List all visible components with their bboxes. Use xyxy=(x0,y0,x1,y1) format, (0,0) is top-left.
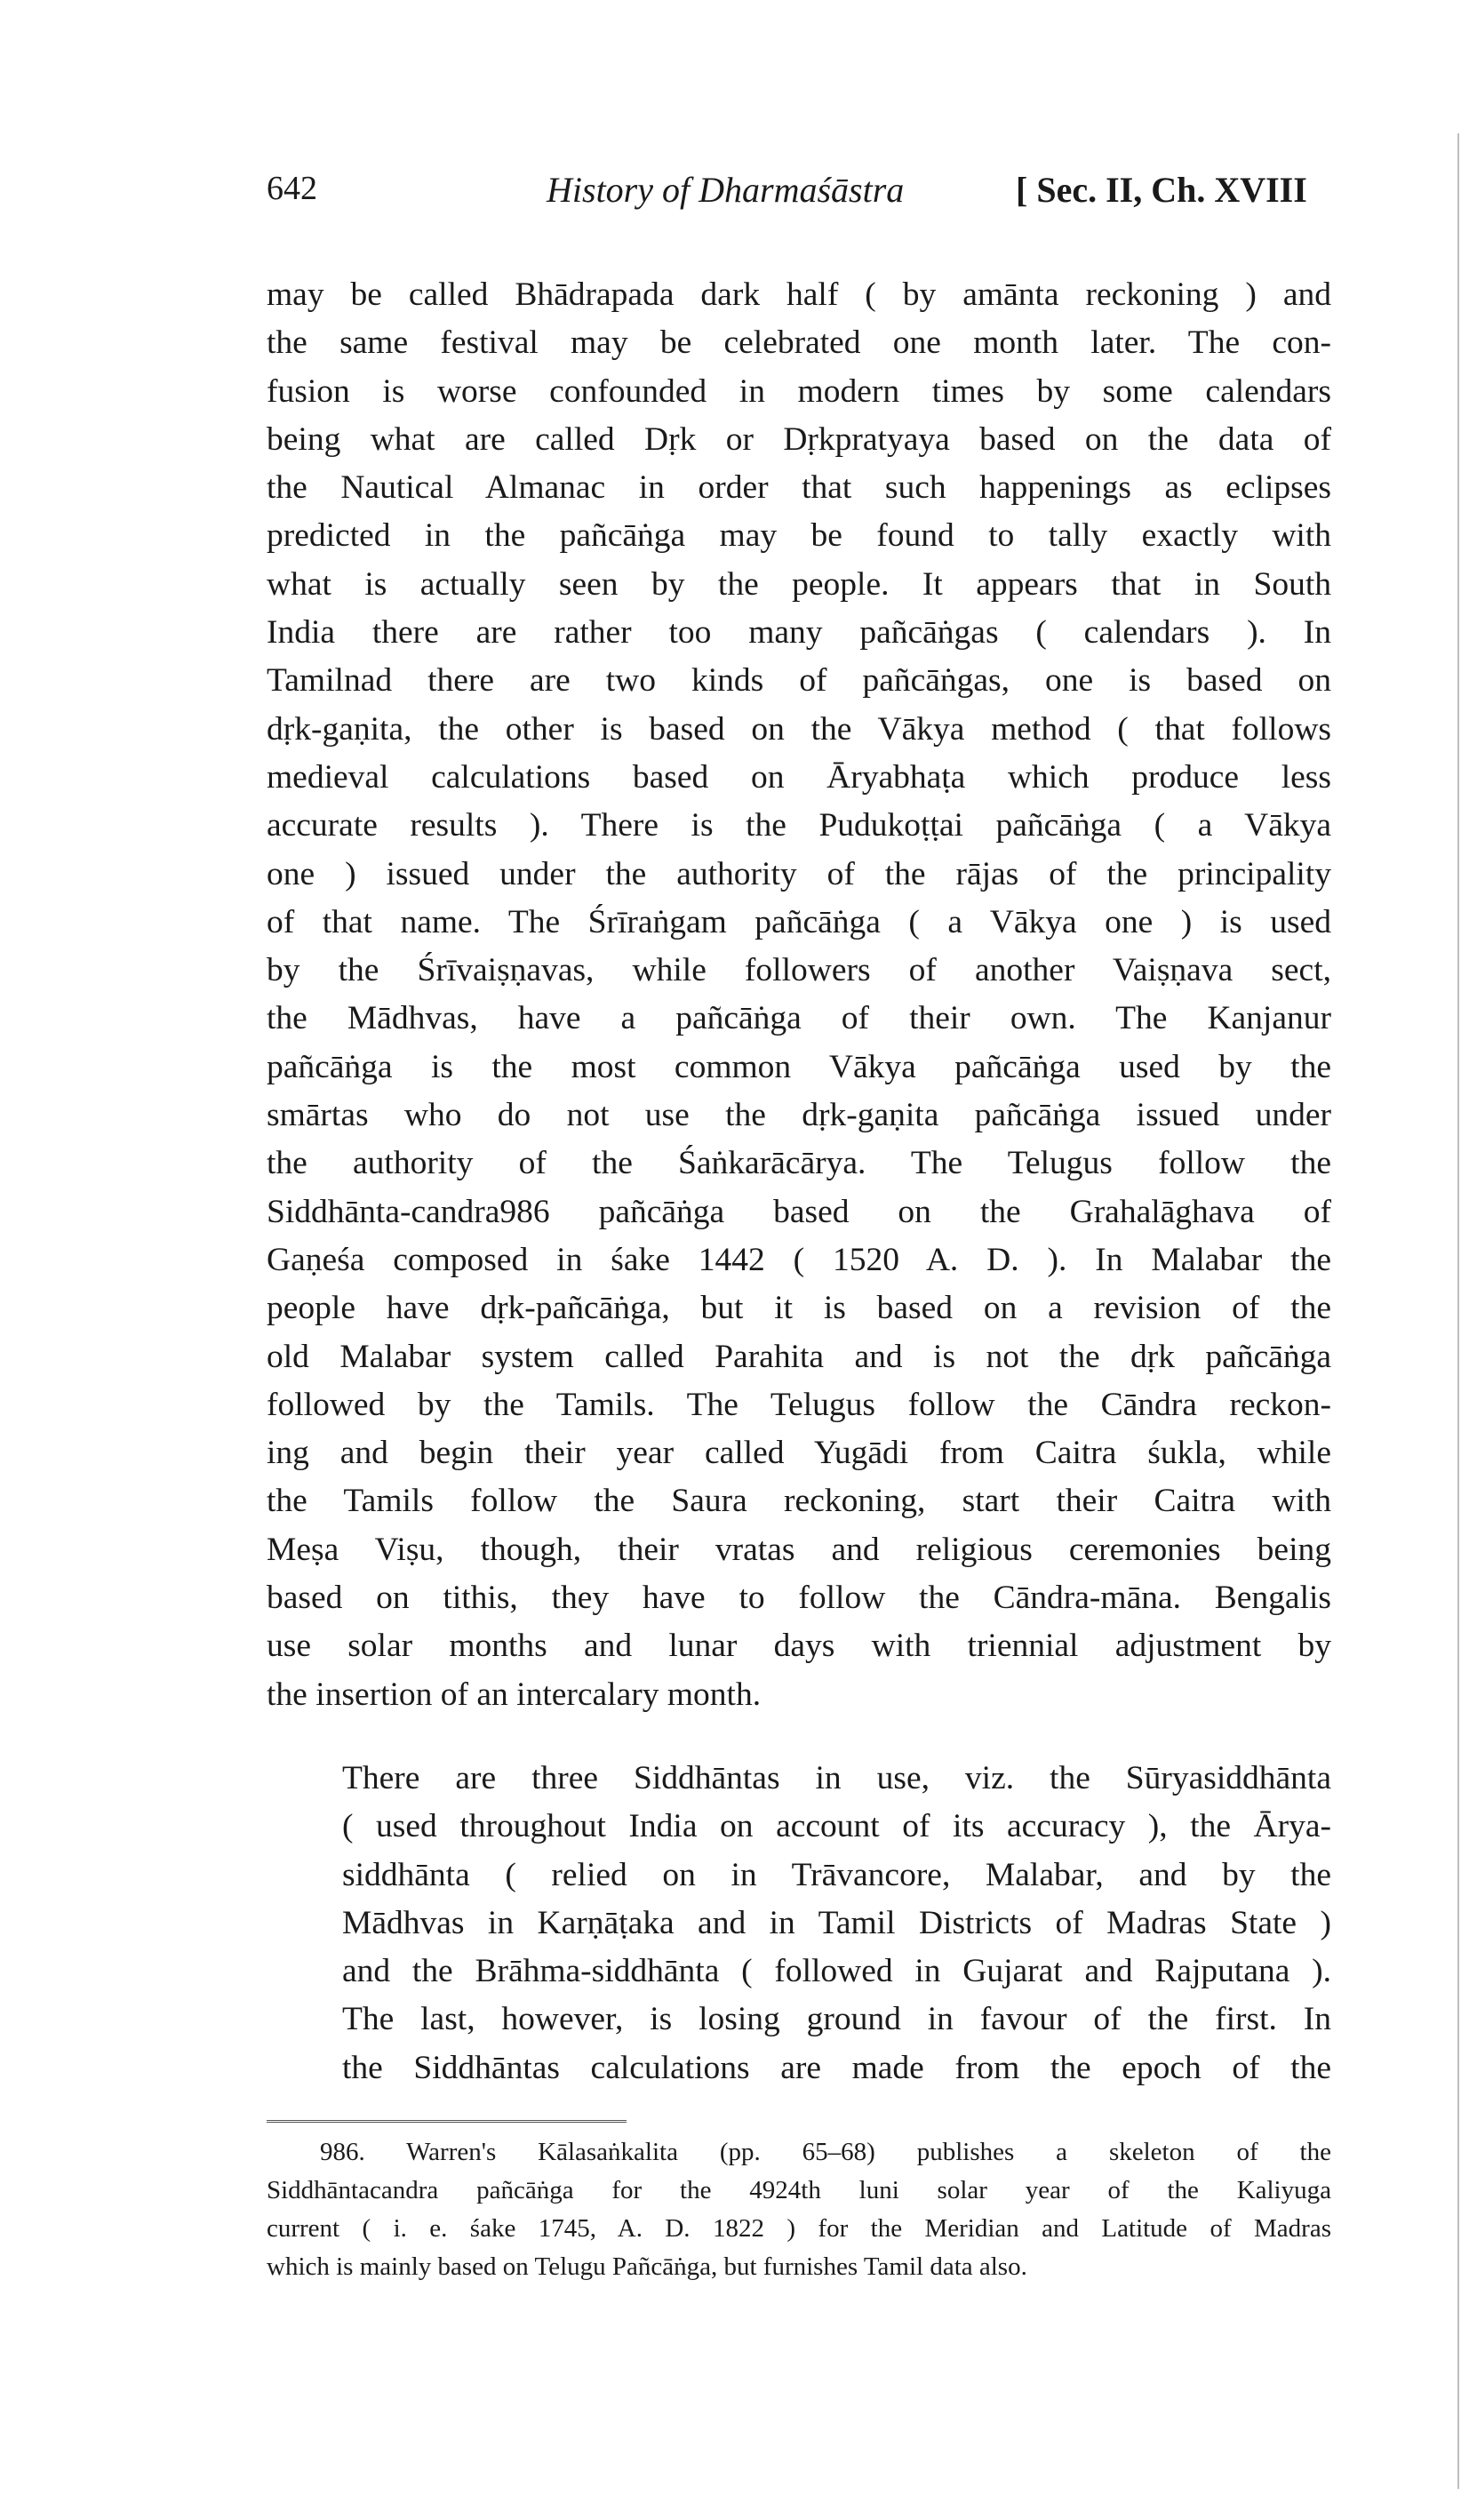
paragraph-2 xyxy=(267,1755,1331,2092)
paragraph-1 xyxy=(267,271,1331,1719)
text-line: the Mādhvas, have a pañcāṅga of their own. The Kanjanur xyxy=(267,1000,1331,1037)
footnote-line: Siddhāntacandra pañcāṅga for the 4924th luni solar year of the Kaliyuga xyxy=(267,2176,1331,2204)
text-line: ing and begin their year called Yugādi from Caitra śukla, while xyxy=(267,1435,1331,1472)
page-edge-line xyxy=(1457,133,1459,2489)
text-line: siddhānta ( relied on in Trāvancore, Malabar, and by the xyxy=(342,1856,1331,1893)
footnote-line: current ( i. e. śake 1745, A. D. 1822 ) for the Meridian and Latitude of Madras xyxy=(267,2214,1331,2243)
text-line: Mādhvas in Karṇāṭaka and in Tamil Districts of Madras State ) xyxy=(342,1904,1331,1941)
text-line: use solar months and lunar days with triennial adjustment by xyxy=(267,1628,1331,1665)
text-line: followed by the Tamils. The Telugus follow the Cāndra reckon- xyxy=(267,1386,1331,1423)
text-line: the same festival may be celebrated one month later. The con- xyxy=(267,324,1331,362)
text-line: by the Śrīvaiṣṇavas, while followers of another Vaiṣṇava sect, xyxy=(267,952,1331,989)
text-line: the insertion of an intercalary month. xyxy=(267,1676,762,1713)
text-line: the Tamils follow the Saura reckoning, start their Caitra with xyxy=(267,1483,1331,1520)
text-line: Siddhānta-candra986 pañcāṅga based on the Grahalāghava of xyxy=(267,1193,1331,1230)
text-line: what is actually seen by the people. It appears that in South xyxy=(267,565,1331,603)
running-header xyxy=(267,169,1360,231)
text-line: medieval calculations based on Āryabhaṭa which produce less xyxy=(267,758,1331,796)
footnote-rule xyxy=(267,2120,627,2123)
text-line: accurate results ). There is the Pudukoṭṭai pañcāṅga ( a Vākya xyxy=(267,807,1331,844)
running-title: History of Dharmaśāstra xyxy=(547,170,905,210)
text-line: smārtas who do not use the dṛk-gaṇita pañcāṅga issued under xyxy=(267,1097,1331,1134)
text-line: Tamilnad there are two kinds of pañcāṅgas, one is based on xyxy=(267,662,1331,700)
text-line: There are three Siddhāntas in use, viz. the Sūryasiddhānta xyxy=(342,1759,1331,1796)
text-line: may be called Bhādrapada dark half ( by amānta reckoning ) and xyxy=(267,276,1331,313)
text-line: being what are called Dṛk or Dṛkpratyaya based on the data of xyxy=(267,420,1331,458)
text-line: The last, however, is losing ground in favour of the first. In xyxy=(342,2001,1331,2038)
section-reference: [ Sec. II, Ch. XVIII xyxy=(1016,170,1307,210)
footnote-986 xyxy=(267,2133,1331,2286)
text-line: Gaṇeśa composed in śake 1442 ( 1520 A. D. ). In Malabar the xyxy=(267,1241,1331,1278)
text-line: fusion is worse confounded in modern times by some calendars xyxy=(267,372,1331,410)
text-line: people have dṛk-pañcāṅga, but it is based on a revision of the xyxy=(267,1290,1331,1327)
main-text xyxy=(267,271,1331,2092)
text-line: the authority of the Śaṅkarācārya. The Telugus follow the xyxy=(267,1145,1331,1182)
text-line: ( used throughout India on account of its accuracy ), the Ārya- xyxy=(342,1808,1331,1845)
text-line: India there are rather too many pañcāṅgas ( calendars ). In xyxy=(267,614,1331,652)
page-number: 642 xyxy=(267,170,317,207)
text-line: old Malabar system called Parahita and is not the dṛk pañcāṅga xyxy=(267,1338,1331,1375)
text-line: based on tithis, they have to follow the Cāndra-māna. Bengalis xyxy=(267,1580,1331,1617)
text-line: of that name. The Śrīraṅgam pañcāṅga ( a Vākya one ) is used xyxy=(267,903,1331,940)
footnote-line: which is mainly based on Telugu Pañcāṅga, but furnishes Tamil data also. xyxy=(267,2252,1027,2281)
text-line: one ) issued under the authority of the rājas of the principality xyxy=(267,855,1331,892)
text-line: Meṣa Viṣu, though, their vratas and religious ceremonies being xyxy=(267,1531,1331,1568)
text-line: and the Brāhma-siddhānta ( followed in Gujarat and Rajputana ). xyxy=(342,1953,1331,1990)
text-line: the Nautical Almanac in order that such happenings as eclipses xyxy=(267,469,1331,507)
text-line: dṛk-gaṇita, the other is based on the Vākya method ( that follows xyxy=(267,710,1331,748)
text-line: predicted in the pañcāṅga may be found to tally exactly with xyxy=(267,517,1331,555)
footnote-line: 986. Warren's Kālasaṅkalita (pp. 65–68) publishes a skeleton of the xyxy=(320,2138,1331,2166)
text-line: pañcāṅga is the most common Vākya pañcāṅga used by the xyxy=(267,1048,1331,1085)
text-line: the Siddhāntas calculations are made from the epoch of the xyxy=(342,2049,1331,2086)
